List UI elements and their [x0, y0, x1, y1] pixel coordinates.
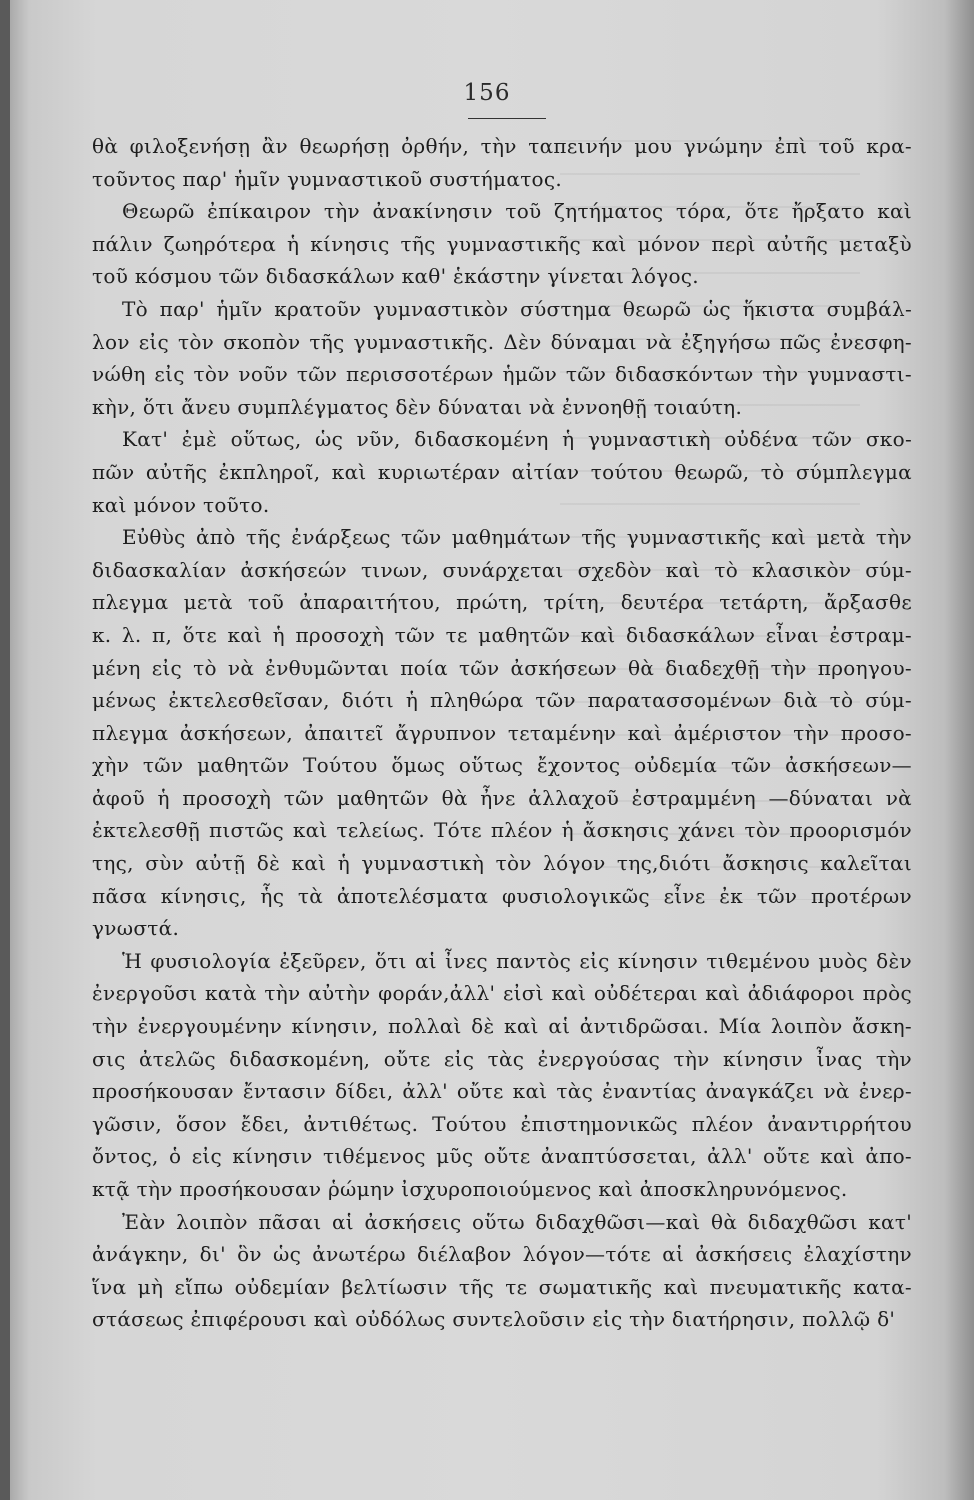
page-edge	[0, 0, 10, 1500]
text-line: διδασκαλίαν ἀσκήσεών τινων, συνάρχεται σχεδὸν καὶ τὸ κλασικὸν σύμ-	[92, 557, 912, 582]
text-line: θὰ φιλοξενήσῃ ἂν θεωρήσῃ ὀρθήν, τὴν ταπεινήν μου γνώμην ἐπὶ τοῦ κρα-	[92, 134, 912, 158]
text-line: Θεωρῶ ἐπίκαιρον τὴν ἀνακίνησιν τοῦ ζητήματος τόρα, ὅτε ἤρξατο καὶ	[122, 199, 912, 224]
page-number: 156	[463, 80, 511, 106]
text-line: Ἡ φυσιολογία ἐξεῦρεν, ὅτι αἱ ἶνες παντὸς εἰς κίνησιν τιθεμένου μυὸς δὲν	[122, 948, 912, 973]
text-line: ἐνεργοῦσι κατὰ τὴν αὐτὴν φοράν,ἀλλ' εἰσὶ καὶ οὐδέτεραι καὶ ἀδιάφοροι πρὸς	[92, 981, 912, 1006]
text-line: πᾶσα κίνησις, ἧς τὰ ἀποτελέσματα φυσιολογικῶς εἶνε ἐκ τῶν προτέρων	[92, 883, 912, 908]
text-line: πάλιν ζωηρότερα ἡ κίνησις τῆς γυμναστικῆς καὶ μόνον περὶ αὐτῆς μεταξὺ	[92, 231, 912, 256]
text-line: Κατ' ἐμὲ οὕτως, ὡς νῦν, διδασκομένη ἡ γυμναστικὴ οὐδένα τῶν σκο-	[122, 427, 912, 452]
text-line: χὴν τῶν μαθητῶν Τούτου ὅμως οὕτως ἔχοντος οὐδεμία τῶν ἀσκήσεων—	[92, 753, 912, 778]
text-line: Τὸ παρ' ἡμῖν κρατοῦν γυμναστικὸν σύστημα θεωρῶ ὡς ἥκιστα συμβάλ-	[122, 296, 912, 321]
text-line: κὴν, ὅτι ἄνευ συμπλέγματος δὲν δύναται νὰ ἐννοηθῇ τοιαύτη.	[92, 394, 743, 419]
text-line: ἵνα μὴ εἴπω οὐδεμίαν βελτίωσιν τῆς τε σωματικῆς καὶ πνευματικῆς κατα-	[92, 1274, 912, 1299]
text-line: σις ἀτελῶς διδασκομένη, οὔτε εἰς τὰς ἐνεργούσας τὴν κίνησιν ἶνας τὴν	[92, 1046, 912, 1071]
text-line: πλεγμα ἀσκήσεων, ἀπαιτεῖ ἄγρυπνον τεταμένην καὶ ἀμέριστον τὴν προσο-	[92, 720, 912, 745]
text-line: προσήκουσαν ἔντασιν δίδει, ἀλλ' οὔτε καὶ τὰς ἐναντίας ἀναγκάζει νὰ ἐνερ-	[92, 1079, 912, 1104]
text-line: ἀφοῦ ἡ προσοχὴ τῶν μαθητῶν θὰ ἦνε ἀλλαχοῦ ἐστραμμένη —δύναται νὰ	[92, 785, 912, 810]
text-line: τοῦ κόσμου τῶν διδασκάλων καθ' ἑκάστην γίνεται λόγος.	[92, 264, 699, 289]
text-line: κτᾷ τὴν προσήκουσαν ῥώμην ἰσχυροποιούμενος καὶ ἀποσκληρυνόμενος.	[92, 1177, 848, 1201]
text-line: Εὐθὺς ἀπὸ τῆς ἐνάρξεως τῶν μαθημάτων τῆς γυμναστικῆς καὶ μετὰ τὴν	[122, 525, 912, 550]
body-text	[92, 130, 912, 1336]
text-line: Ἐὰν λοιπὸν πᾶσαι αἱ ἀσκήσεις οὕτω διδαχθῶσι—καὶ θὰ διδαχθῶσι κατ'	[122, 1209, 912, 1234]
text-line: γῶσιν, ὅσον ἔδει, ἀντιθέτως. Τούτου ἐπιστημονικῶς πλέον ἀναντιρρήτου	[92, 1111, 912, 1136]
text-line: ἀνάγκην, δι' ὃν ὡς ἀνωτέρω διέλαβον λόγον—τότε αἱ ἀσκήσεις ἐλαχίστην	[92, 1242, 912, 1267]
text-line: της, σὺν αὐτῇ δὲ καὶ ἡ γυμναστικὴ τὸν λόγον της,διότι ἄσκησις καλεῖται	[92, 851, 912, 876]
text-line: μένως ἐκτελεσθεῖσαν, διότι ἡ πληθώρα τῶν παρατασσομένων διὰ τὸ σύμ-	[92, 688, 912, 713]
page-number-rule	[468, 118, 546, 119]
text-line: μένη εἰς τὸ νὰ ἐνθυμῶνται ποία τῶν ἀσκήσεων θὰ διαδεχθῇ τὴν προηγου-	[92, 655, 912, 680]
text-line: κ. λ. π, ὅτε καὶ ἡ προσοχὴ τῶν τε μαθητῶν καὶ διδασκάλων εἶναι ἐστραμ-	[92, 622, 912, 647]
text-line: πῶν αὐτῆς ἐκπληροῖ, καὶ κυριωτέραν αἰτίαν τούτου θεωρῶ, τὸ σύμπλεγμα	[92, 459, 912, 484]
text-line: πλεγμα μετὰ τοῦ ἀπαραιτήτου, πρώτη, τρίτη, δευτέρα τετάρτη, ἄρξασθε	[92, 590, 912, 615]
text-line: τὴν ἐνεργουμένην κίνησιν, πολλαὶ δὲ καὶ αἱ ἀντιδρῶσαι. Μία λοιπὸν ἄσκη-	[92, 1014, 912, 1039]
text-line: νώθη εἰς τὸν νοῦν τῶν περισσοτέρων ἡμῶν τῶν διδασκόντων τὴν γυμναστι-	[92, 362, 912, 387]
text-line: τοῦντος παρ' ἡμῖν γυμναστικοῦ συστήματος.	[92, 166, 563, 191]
text-line: γνωστά.	[92, 916, 180, 941]
text-line: στάσεως ἐπιφέρουσι καὶ οὐδόλως συντελοῦσιν εἰς τὴν διατήρησιν, πολλῷ δ'	[92, 1307, 896, 1332]
text-line: καὶ μόνον τοῦτο.	[92, 492, 270, 517]
text-line: ἐκτελεσθῇ πιστῶς καὶ τελείως. Τότε πλέον ἡ ἄσκησις χάνει τὸν προορισμόν	[92, 818, 912, 843]
text-line: ὄντος, ὁ εἰς κίνησιν τιθέμενος μῦς οὔτε ἀναπτύσσεται, ἀλλ' οὔτε καὶ ἀπο-	[92, 1144, 912, 1169]
text-line: λον εἰς τὸν σκοπὸν τῆς γυμναστικῆς. Δὲν δύναμαι νὰ ἐξηγήσω πῶς ἐνεσφη-	[92, 329, 912, 354]
